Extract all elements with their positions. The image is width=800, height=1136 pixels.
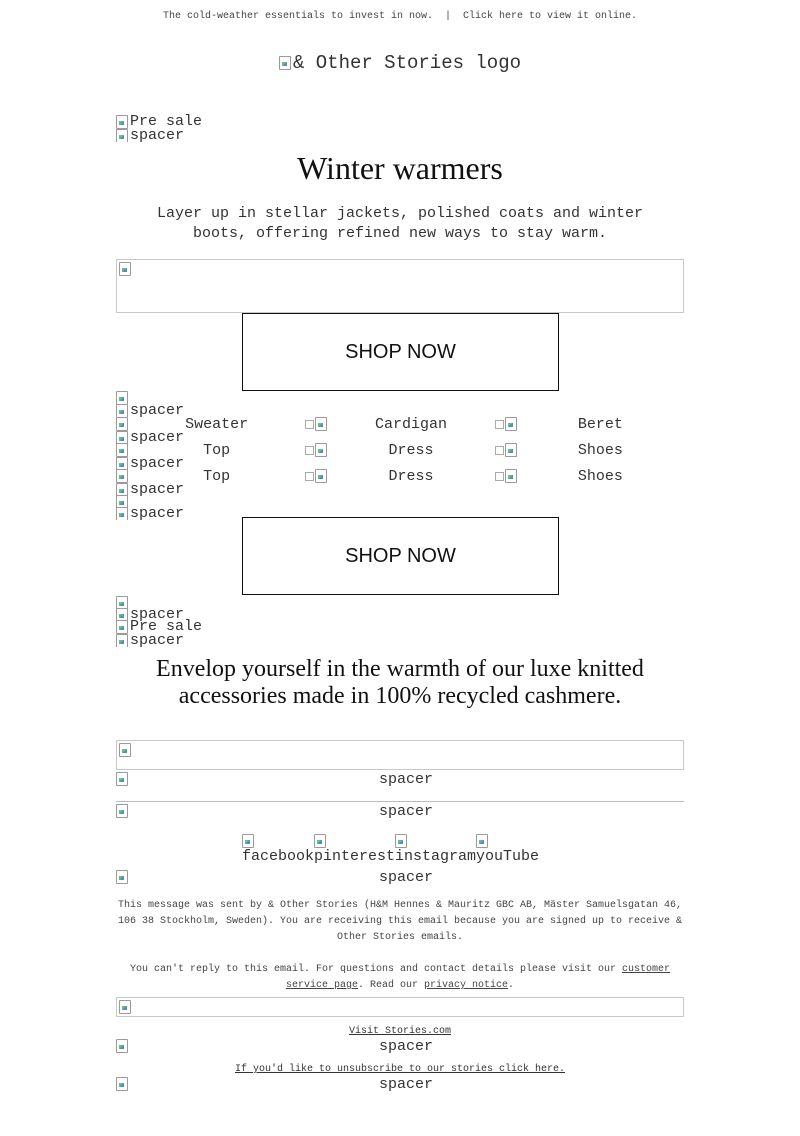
- hero-image[interactable]: [116, 259, 684, 313]
- product-cell[interactable]: [116, 416, 305, 432]
- footer-read-our-text: . Read our: [357, 980, 424, 991]
- instagram-alt-text: instagram: [395, 848, 477, 865]
- broken-image-icon: [119, 262, 131, 276]
- pinterest-link[interactable]: [314, 834, 395, 866]
- product-cell[interactable]: [305, 468, 494, 484]
- broken-image-icon: [505, 469, 517, 483]
- product-label: Sweater: [185, 415, 249, 433]
- spacer-alt-text: spacer: [378, 802, 433, 820]
- spacer-alt-text: spacer: [130, 483, 185, 496]
- broken-image-icon: [315, 469, 327, 483]
- product-label: Beret: [577, 415, 623, 433]
- product-label: Top: [203, 467, 231, 485]
- product-row: [116, 416, 684, 432]
- broken-image-icon: [116, 469, 128, 483]
- presale-alt-text: Pre sale: [130, 113, 203, 130]
- broken-image-icon: [116, 620, 128, 634]
- product-cell[interactable]: [495, 468, 684, 484]
- spacer-alt-text: spacer: [130, 457, 185, 470]
- spacer-image: [116, 129, 184, 142]
- spacer-image: [116, 391, 128, 405]
- headline: Winter warmers: [297, 150, 503, 186]
- preheader-separator: |: [445, 11, 452, 22]
- instagram-link[interactable]: [395, 834, 476, 866]
- footer-sent-by: This message was sent by & Other Stories (H&M Hennes & Mauritz GBC AB, Mäster Samuelsgatan 46, 106 38 Stockholm, Sweden). You are receiving this email because you are signed up to receive & Other Stories emails.: [117, 900, 683, 943]
- preheader: [0, 11, 800, 22]
- privacy-notice-link[interactable]: privacy notice: [424, 980, 509, 991]
- product-label: Dress: [388, 467, 434, 485]
- mini-image-placeholder: [305, 472, 314, 481]
- presale-image: [116, 115, 202, 129]
- youtube-alt-text: youTube: [476, 848, 540, 865]
- spacer-image: [116, 868, 684, 886]
- broken-image-icon: [116, 1039, 128, 1053]
- spacer-alt-text: spacer: [378, 1037, 433, 1055]
- broken-image-icon: [315, 443, 327, 457]
- product-label: Dress: [388, 441, 434, 459]
- broken-image-icon: [505, 443, 517, 457]
- visit-stories-link[interactable]: Visit Stories.com: [348, 1026, 452, 1037]
- mini-image-placeholder: [495, 472, 504, 481]
- instagram-icon: [395, 834, 407, 848]
- spacer-image: [116, 1037, 684, 1055]
- pinterest-alt-text: pinterest: [314, 848, 396, 865]
- intro-text: Layer up in stellar jackets, polished coats and winter boots, offering refined new ways to stay warm.: [156, 205, 644, 242]
- product-cell[interactable]: [116, 442, 305, 458]
- youtube-link[interactable]: [476, 834, 539, 866]
- spacer-image: [116, 1075, 684, 1093]
- broken-image-icon: [116, 1077, 128, 1091]
- shop-now-button[interactable]: SHOP NOW: [242, 517, 559, 595]
- facebook-link[interactable]: [242, 834, 314, 866]
- broken-image-icon: [119, 1000, 131, 1014]
- spacer-alt-text: spacer: [130, 507, 185, 520]
- logo-alt-text: & Other Stories logo: [292, 52, 522, 74]
- presale-alt-text: Pre sale: [130, 618, 203, 635]
- facebook-alt-text: facebook: [242, 848, 315, 865]
- knit-text-content: Envelop yourself in the warmth of our luxe knitted accessories made in 100% recycled cashmere.: [156, 656, 644, 709]
- broken-image-icon: [116, 634, 128, 647]
- spacer-alt-text: spacer: [378, 770, 433, 788]
- unsubscribe-link[interactable]: If you'd like to unsubscribe to our stories click here.: [234, 1064, 566, 1075]
- footer-image[interactable]: [116, 997, 684, 1017]
- footer-reply-text: You can't reply to this email. For questions and contact details please visit our: [129, 964, 623, 975]
- broken-image-icon: [116, 870, 128, 884]
- mini-image-placeholder: [495, 420, 504, 429]
- spacer-image: [116, 802, 684, 820]
- footer-reply: [116, 962, 684, 994]
- product-label: Shoes: [577, 441, 623, 459]
- presale-image: [116, 620, 202, 634]
- spacer-image: [116, 507, 184, 520]
- broken-image-icon: [116, 129, 128, 142]
- spacer-alt-text: spacer: [130, 129, 185, 142]
- knit-text: [0, 656, 800, 710]
- broken-image-icon: [505, 417, 517, 431]
- broken-image-icon: [116, 417, 128, 431]
- spacer-alt-text: spacer: [378, 1075, 433, 1093]
- product-label: Cardigan: [374, 415, 447, 433]
- product-row: [116, 468, 684, 484]
- spacer-image: [116, 770, 684, 788]
- customer-service-link[interactable]: customer service page: [285, 964, 671, 991]
- footer-period: .: [508, 980, 515, 991]
- visit-stories-row: [0, 1020, 800, 1038]
- pinterest-icon: [314, 834, 326, 848]
- broken-image-icon: [116, 804, 128, 818]
- product-cell[interactable]: [495, 416, 684, 432]
- spacer-alt-text: spacer: [130, 608, 185, 621]
- preheader-text: The cold-weather essentials to invest in now.: [162, 11, 433, 22]
- product-cell[interactable]: [305, 416, 494, 432]
- spacer-alt-text: spacer: [378, 868, 433, 886]
- broken-image-icon: [315, 417, 327, 431]
- mini-image-placeholder: [305, 420, 314, 429]
- product-row: [116, 442, 684, 458]
- broken-image-icon: [119, 743, 131, 757]
- youtube-icon: [476, 834, 488, 848]
- broken-image-icon: [116, 772, 128, 786]
- spacer-alt-text: spacer: [130, 431, 185, 444]
- broken-image-icon: [116, 115, 128, 129]
- social-links: [242, 834, 539, 866]
- broken-image-icon: [116, 443, 128, 457]
- spacer-image: [116, 634, 184, 647]
- broken-image-icon: [116, 507, 128, 520]
- mini-image-placeholder: [305, 446, 314, 455]
- product-cell[interactable]: [495, 442, 684, 458]
- broken-image-icon: [116, 391, 128, 405]
- view-online-link[interactable]: Click here to view it online.: [463, 11, 638, 22]
- brand-logo[interactable]: [0, 52, 800, 74]
- product-label: Top: [203, 441, 231, 459]
- knit-image[interactable]: [116, 740, 684, 770]
- broken-image-icon: [279, 56, 291, 70]
- shop-now-button[interactable]: SHOP NOW: [242, 313, 559, 391]
- facebook-icon: [242, 834, 254, 848]
- product-label: Shoes: [577, 467, 623, 485]
- mini-image-placeholder: [495, 446, 504, 455]
- product-cell[interactable]: [305, 442, 494, 458]
- spacer-alt-text: spacer: [130, 404, 185, 417]
- spacer-alt-text: spacer: [130, 634, 185, 647]
- unsubscribe-row: [0, 1058, 800, 1076]
- product-cell[interactable]: [116, 468, 305, 484]
